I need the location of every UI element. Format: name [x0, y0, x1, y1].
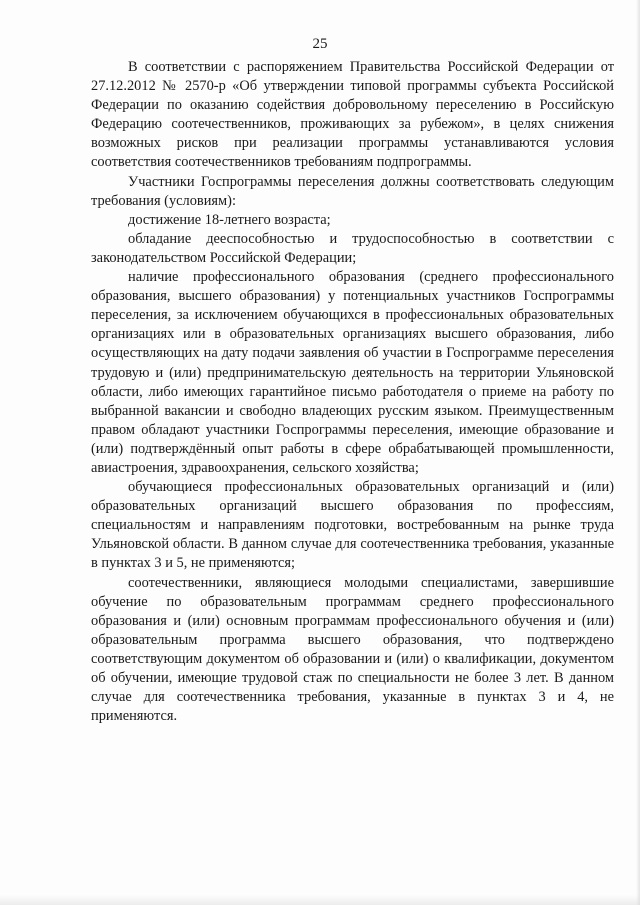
page-number: 25	[312, 36, 328, 52]
paragraph-requirements-intro: Участники Госпрограммы переселения должны соответствовать следующим требования (условиям):	[91, 173, 614, 209]
paragraph-students-exception: обучающиеся профессиональных образовательных организаций и (или) образовательных организаций высшего образования по профессиям, специальностям и направлениям подготовки, востребованным на рынке труда Ульяновской области. В данном случае для соотечественника требования, указанные в пунктах 3 и 5, не применяются;	[91, 479, 614, 572]
document-body	[91, 58, 614, 726]
paragraph-capacity-requirement: обладание дееспособностью и трудоспособностью в соответствии с законодательством Российской Федерации;	[91, 230, 614, 266]
paragraph-education-requirement: наличие профессионального образования (среднего профессионального образования, высшего образования) у потенциальных участников Госпрограммы переселения, за исключением обучающихся в профессиональных образовательных организациях или в образовательных организациях высшего образования, либо осуществляющих на дату подачи заявления об участии в Госпрограмме переселения трудовую и (или) предпринимательскую деятельность на территории Ульяновской области, либо имеющих гарантийное письмо работодателя о приеме на работу по выбранной вакансии и свободно владеющих русским языком. Преимущественным правом обладают участники Госпрограммы переселения, имеющие образование и (или) подтверждённый опыт работы в сфере обрабатывающей промышленности, авиастроения, здравоохранения, сельского хозяйства;	[91, 269, 614, 476]
scan-right-edge	[636, 0, 640, 905]
paragraph-age-requirement: достижение 18-летнего возраста;	[128, 211, 331, 228]
paragraph-young-specialists-exception: соотечественники, являющиеся молодыми специалистами, завершившие обучение по образовательным программам среднего профессионального образования и (или) основным программам профессионального обучения и (или) образовательным программа высшего образования, что подтверждено соответствующим документом об образовании и (или) о квалификации, документом об обучении, имеющие трудовой стаж по специальности не более 3 лет. В данном случае для соотечественника требования, указанные в пунктах 3 и 4, не применяются.	[91, 574, 614, 725]
paragraph-resolution-reference: В соответствии с распоряжением Правительства Российской Федерации от 27.12.2012 № 2570-р «Об утверждении типовой программы субъекта Российской Федерации по оказанию содействия добровольному переселению в Российскую Федерацию соотечественников, проживающих за рубежом», в целях снижения возможных рисков при реализации программы устанавливаются условия соответствия соотечественников требованиям подпрограммы.	[91, 59, 614, 171]
scan-bottom-edge	[0, 895, 640, 905]
